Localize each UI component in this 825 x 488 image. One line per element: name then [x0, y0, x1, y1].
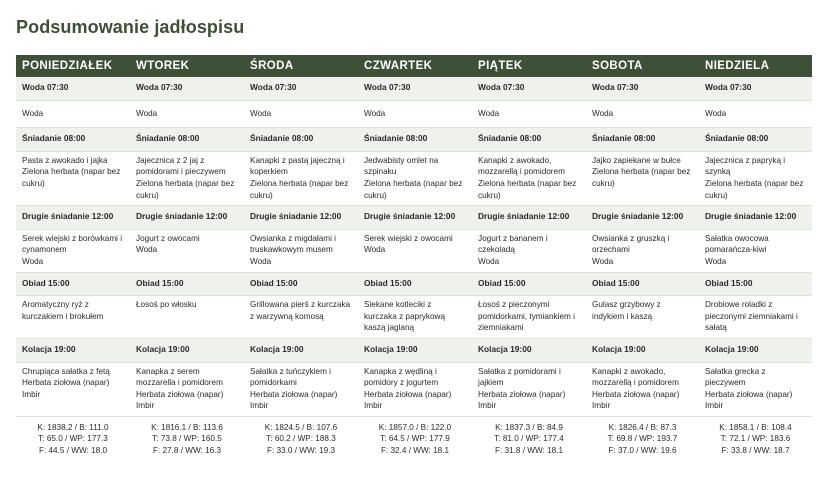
meal-item: Woda	[250, 108, 272, 118]
meal-item: Herbata ziołowa (napar)	[136, 389, 224, 399]
day-header: PONIEDZIAŁEK	[16, 55, 130, 77]
meal-time-label: Woda 07:30	[699, 77, 812, 100]
meal-items-row-drugie	[16, 229, 812, 272]
meal-item: Woda	[592, 108, 614, 118]
meal-item: Woda	[705, 256, 727, 266]
meal-item: Zielona herbata (napar bez cukru)	[478, 178, 577, 200]
nutrition-value: F: 31.8 / WW: 18.1	[494, 445, 564, 455]
meal-item: Aromatyczny ryż z kurczakiem i brokułem	[22, 300, 104, 321]
meal-item: Jajecznica z 2 jaj z pomidorami i pieczywem	[136, 155, 226, 177]
meal-item: Sałatka z pomidorami i jajkiem	[478, 366, 561, 388]
meal-cell	[699, 151, 812, 205]
meal-item: Pasta z awokado i jajka	[22, 155, 108, 165]
meal-item: Jogurt z bananem i czekoladą	[478, 233, 548, 255]
meal-cell	[244, 151, 358, 205]
meal-item: Kanapka z serem mozzarella i pomidorem	[136, 366, 223, 388]
meal-item: Kanapka z wędliną i pomidory z jogurtem	[364, 366, 439, 388]
meal-item: Chrupiąca sałatka z fetą	[22, 366, 110, 376]
nutrition-summary-cell	[244, 416, 358, 462]
meal-item: Imbir	[22, 389, 41, 399]
meal-item: Sałatka grecka z pieczywem	[705, 366, 766, 388]
meal-item: Zielona herbata (napar bez cukru)	[364, 178, 463, 200]
meal-time-label: Kolacja 19:00	[699, 338, 812, 362]
meal-item: Imbir	[592, 401, 611, 411]
nutrition-value: F: 37.0 / WW: 19.6	[608, 445, 677, 455]
meal-time-label: Woda 07:30	[472, 77, 586, 100]
meal-item: Jedwabisty omlet na szpinaku	[364, 155, 439, 177]
meal-cell	[586, 229, 699, 272]
meal-time-label: Kolacja 19:00	[358, 338, 472, 362]
meal-item: Drobiowe roladki z pieczonymi ziemniakami i sałatą	[705, 300, 798, 333]
nutrition-value: F: 32.4 / WW: 18.1	[380, 445, 450, 455]
meal-cell	[472, 296, 586, 339]
nutrition-value: F: 44.5 / WW: 18.0	[38, 445, 108, 455]
meal-cell	[244, 100, 358, 128]
nutrition-summary-cell	[358, 416, 472, 462]
meal-cell	[586, 362, 699, 416]
meal-time-row-obiad	[16, 272, 812, 296]
nutrition-value: K: 1858.1 / B: 108.4	[719, 422, 792, 432]
meal-time-label: Kolacja 19:00	[16, 338, 130, 362]
meal-cell	[699, 100, 812, 128]
meal-time-label: Drugie śniadanie 12:00	[472, 206, 586, 230]
meal-time-label: Śniadanie 08:00	[699, 128, 812, 152]
meal-item: Herbata ziołowa (napar)	[592, 389, 680, 399]
meal-time-label: Kolacja 19:00	[586, 338, 699, 362]
meal-item: Sałatka z tuńczykiem i pomidorkami	[250, 366, 331, 388]
meal-cell	[244, 229, 358, 272]
meal-item: Imbir	[136, 401, 155, 411]
meal-item: Jogurt z owocami	[136, 233, 200, 243]
nutrition-value: F: 33.0 / WW: 19.3	[266, 445, 336, 455]
meal-cell	[244, 296, 358, 339]
meal-item: Łosoś po włosku	[136, 300, 197, 310]
meal-time-label: Śniadanie 08:00	[472, 128, 586, 152]
meal-item: Zielona herbata (napar bez cukru)	[136, 178, 235, 200]
nutrition-summary-cell	[472, 416, 586, 462]
meal-cell	[130, 362, 244, 416]
nutrition-value: T: 73.8 / WP: 160.5	[152, 434, 222, 444]
nutrition-value: F: 33.8 / WW: 18.7	[721, 445, 790, 455]
meal-item: Łosoś z pieczonymi pomidorkami, tymiankiem i ziemniakami	[478, 300, 575, 333]
day-header: CZWARTEK	[358, 55, 472, 77]
meal-cell	[16, 296, 130, 339]
nutrition-summary-row	[16, 416, 812, 462]
meal-item: Zielona herbata (napar bez cukru)	[592, 167, 691, 188]
meal-time-label: Śniadanie 08:00	[16, 128, 130, 152]
meal-item: Imbir	[705, 401, 724, 411]
meal-item: Herbata ziołowa (napar)	[22, 378, 110, 388]
meal-time-row-woda	[16, 77, 812, 100]
meal-cell	[699, 296, 812, 339]
meal-time-label: Obiad 15:00	[358, 272, 472, 296]
meal-items-row-woda	[16, 100, 812, 128]
day-header: WTOREK	[130, 55, 244, 77]
meal-item: Woda	[592, 256, 614, 266]
meal-item: Woda	[136, 108, 158, 118]
meal-items-row-kolacja	[16, 362, 812, 416]
day-header: PIĄTEK	[472, 55, 586, 77]
nutrition-value: T: 64.5 / WP: 177.9	[380, 434, 450, 444]
meal-time-label: Woda 07:30	[358, 77, 472, 100]
meal-cell	[358, 296, 472, 339]
nutrition-value: K: 1824.5 / B: 107.6	[264, 422, 338, 432]
meal-time-label: Drugie śniadanie 12:00	[358, 206, 472, 230]
meal-time-label: Woda 07:30	[586, 77, 699, 100]
meal-cell	[130, 296, 244, 339]
meal-items-row-sniadanie	[16, 151, 812, 205]
nutrition-summary-cell	[699, 416, 812, 462]
meal-cell	[358, 362, 472, 416]
meal-time-label: Kolacja 19:00	[244, 338, 358, 362]
meal-item: Woda	[364, 108, 386, 118]
meal-item: Gulasz grzybowy z indykiem i kaszą	[592, 300, 661, 321]
meal-cell	[130, 100, 244, 128]
meal-item: Owsianka z migdałami i truskawkowym musem	[250, 233, 336, 255]
meal-item: Kanapki z pastą jajeczną i koperkiem	[250, 155, 345, 177]
meal-time-label: Drugie śniadanie 12:00	[16, 206, 130, 230]
nutrition-value: K: 1838.2 / B: 111.0	[37, 422, 109, 432]
meal-item: Herbata ziołowa (napar)	[250, 389, 338, 399]
meal-item: Woda	[22, 256, 44, 266]
page-title: Podsumowanie jadłospisu	[16, 17, 245, 37]
meal-item: Kanapki z awokado, mozzarellą i pomidorem	[592, 366, 679, 388]
meal-item: Owsianka z gruszką i orzechami	[592, 233, 670, 255]
meal-time-label: Śniadanie 08:00	[244, 128, 358, 152]
meal-item: Herbata ziołowa (napar)	[705, 389, 793, 399]
meal-item: Serek wiejski z borówkami i cynamonem	[22, 233, 123, 255]
nutrition-value: K: 1826.4 / B: 87.3	[608, 422, 677, 432]
meal-cell	[358, 151, 472, 205]
day-header: NIEDZIELA	[699, 55, 812, 77]
meal-item: Woda	[705, 108, 727, 118]
meal-item: Woda	[478, 256, 500, 266]
meal-cell	[472, 362, 586, 416]
nutrition-value: T: 60.2 / WP: 188.3	[266, 434, 336, 444]
meal-time-label: Kolacja 19:00	[130, 338, 244, 362]
meal-item: Zielona herbata (napar bez cukru)	[705, 178, 804, 200]
nutrition-value: T: 81.0 / WP: 177.4	[494, 434, 564, 444]
meal-time-label: Obiad 15:00	[244, 272, 358, 296]
meal-time-label: Obiad 15:00	[699, 272, 812, 296]
nutrition-value: K: 1857.0 / B: 122.0	[378, 422, 452, 432]
nutrition-summary-cell	[16, 416, 130, 462]
meal-item: Zielona herbata (napar bez cukru)	[22, 167, 121, 188]
meal-time-label: Woda 07:30	[244, 77, 358, 100]
meal-cell	[16, 151, 130, 205]
meal-item: Woda	[364, 245, 386, 255]
meal-cell	[472, 100, 586, 128]
nutrition-value: F: 27.8 / WW: 16.3	[152, 445, 222, 455]
meal-item: Woda	[22, 108, 44, 118]
nutrition-value: T: 72.1 / WP: 183.6	[720, 434, 791, 444]
meal-time-label: Obiad 15:00	[586, 272, 699, 296]
day-header: SOBOTA	[586, 55, 699, 77]
meal-cell	[699, 229, 812, 272]
meal-item: Jajko zapiekane w bułce	[592, 155, 681, 165]
meal-cell	[699, 362, 812, 416]
meal-time-label: Obiad 15:00	[130, 272, 244, 296]
meal-cell	[130, 229, 244, 272]
meal-item: Herbata ziołowa (napar)	[364, 389, 452, 399]
meal-item: Zielona herbata (napar bez cukru)	[250, 178, 349, 200]
day-header: ŚRODA	[244, 55, 358, 77]
meal-cell	[130, 151, 244, 205]
meal-cell	[244, 362, 358, 416]
meal-cell	[16, 100, 130, 128]
meal-cell	[586, 296, 699, 339]
nutrition-value: K: 1837.3 / B: 84.9	[495, 422, 563, 432]
meal-cell	[586, 151, 699, 205]
day-header-row	[16, 55, 812, 77]
meal-item: Imbir	[250, 401, 269, 411]
meal-item: Woda	[136, 245, 158, 255]
meal-time-label: Drugie śniadanie 12:00	[130, 206, 244, 230]
meal-item: Kanapki z awokado, mozzarellą i pomidorem	[478, 155, 565, 177]
meal-cell	[358, 100, 472, 128]
meal-item: Imbir	[364, 401, 383, 411]
nutrition-value: K: 1816.1 / B: 113.6	[151, 422, 223, 432]
meal-time-label: Obiad 15:00	[16, 272, 130, 296]
meal-time-label: Drugie śniadanie 12:00	[699, 206, 812, 230]
meal-cell	[358, 229, 472, 272]
meal-cell	[16, 229, 130, 272]
meal-items-row-obiad	[16, 296, 812, 339]
meal-item: Serek wiejski z owocami	[364, 233, 453, 243]
meal-time-row-sniadanie	[16, 128, 812, 152]
nutrition-value: T: 69.8 / WP: 193.7	[607, 434, 678, 444]
meal-item: Grillowana pierś z kurczaka z warzywną komosą	[250, 300, 351, 321]
meal-time-label: Woda 07:30	[130, 77, 244, 100]
meal-item: Imbir	[478, 401, 497, 411]
meal-cell	[472, 229, 586, 272]
meal-cell	[16, 362, 130, 416]
meal-time-label: Obiad 15:00	[472, 272, 586, 296]
nutrition-value: T: 65.0 / WP: 177.3	[38, 434, 108, 444]
meal-time-label: Śniadanie 08:00	[130, 128, 244, 152]
meal-item: Woda	[250, 256, 272, 266]
meal-time-label: Kolacja 19:00	[472, 338, 586, 362]
meal-time-label: Drugie śniadanie 12:00	[586, 206, 699, 230]
meal-time-label: Drugie śniadanie 12:00	[244, 206, 358, 230]
nutrition-summary-cell	[586, 416, 699, 462]
meal-time-label: Woda 07:30	[16, 77, 130, 100]
meal-item: Sałatka owocowa pomarańcza-kiwi	[705, 233, 769, 255]
meal-cell	[586, 100, 699, 128]
meal-time-row-drugie	[16, 206, 812, 230]
nutrition-summary-cell	[130, 416, 244, 462]
meal-item: Woda	[478, 108, 500, 118]
meal-time-label: Śniadanie 08:00	[358, 128, 472, 152]
meal-time-label: Śniadanie 08:00	[586, 128, 699, 152]
meal-item: Jajecznica z papryką i szynką	[705, 155, 786, 177]
meal-cell	[472, 151, 586, 205]
meal-item: Siekane kotleciki z kurczaka z paprykową kaszą jaglaną	[364, 300, 445, 333]
meal-plan-table	[16, 55, 812, 462]
meal-time-row-kolacja	[16, 338, 812, 362]
meal-item: Herbata ziołowa (napar)	[478, 389, 566, 399]
